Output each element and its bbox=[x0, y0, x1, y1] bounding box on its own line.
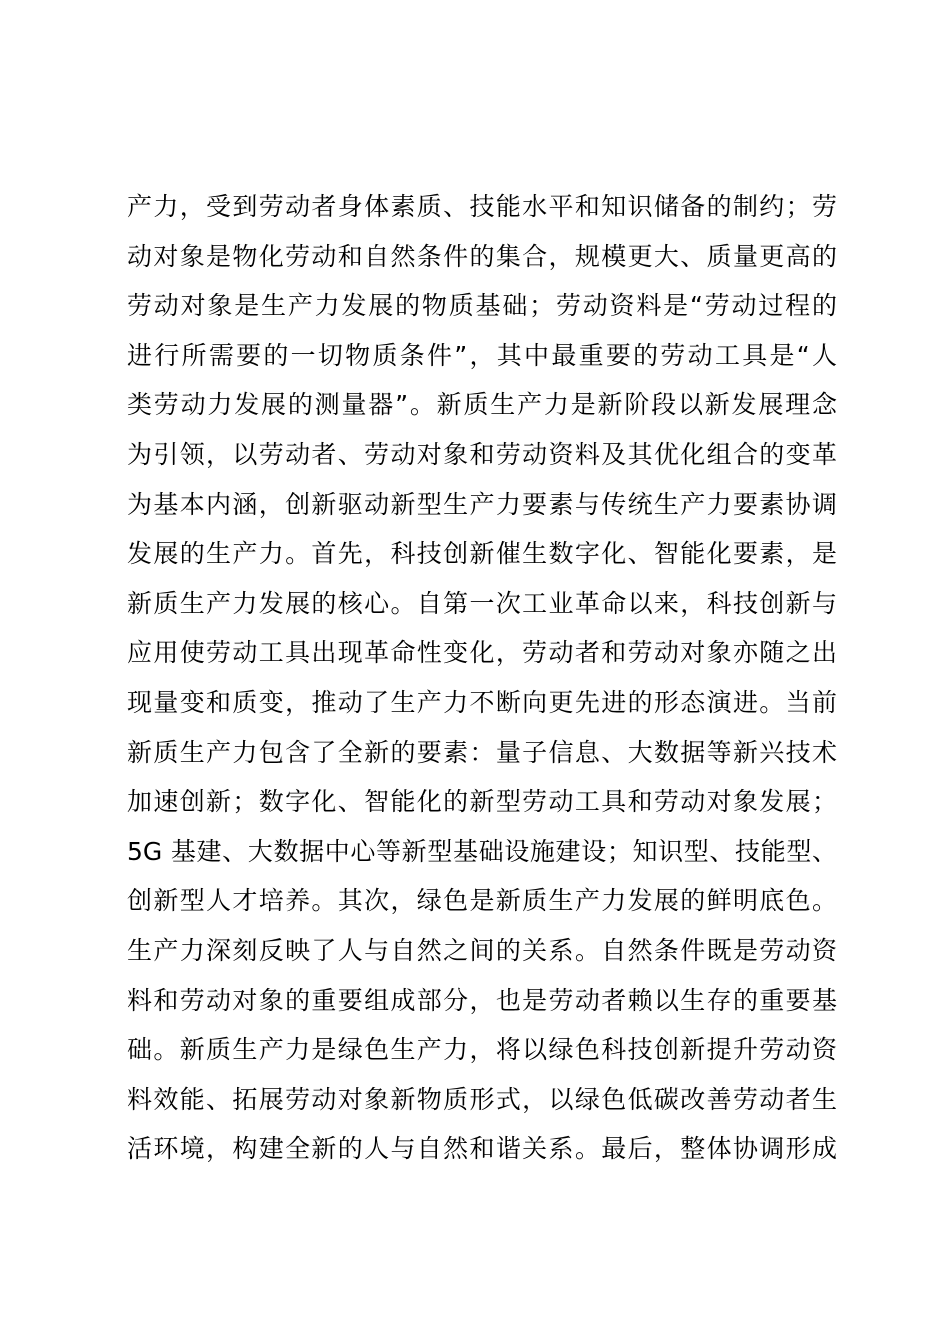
text-line: 创新型人才培养。其次，绿色是新质生产力发展的鲜明底色。 bbox=[127, 886, 837, 916]
text-line: 加速创新；数字化、智能化的新型劳动工具和劳动对象发展； bbox=[127, 787, 837, 817]
text-line: 现量变和质变，推动了生产力不断向更先进的形态演进。当前 bbox=[127, 687, 837, 717]
text-line: 活环境，构建全新的人与自然和谐关系。最后，整体协调形成 bbox=[127, 1134, 837, 1164]
text-line: 为基本内涵，创新驱动新型生产力要素与传统生产力要素协调 bbox=[127, 489, 837, 519]
text-line: 新质生产力包含了全新的要素：量子信息、大数据等新兴技术 bbox=[127, 737, 837, 767]
text-line: 料效能、拓展劳动对象新物质形式，以绿色低碳改善劳动者生 bbox=[127, 1084, 837, 1114]
text-line: 础。新质生产力是绿色生产力，将以绿色科技创新提升劳动资 bbox=[127, 1035, 837, 1065]
body-paragraph bbox=[127, 182, 837, 1174]
text-line: 发展的生产力。首先，科技创新催生数字化、智能化要素，是 bbox=[127, 539, 837, 569]
text-line: 产力，受到劳动者身体素质、技能水平和知识储备的制约；劳 bbox=[127, 192, 837, 221]
text-line: 应用使劳动工具出现革命性变化，劳动者和劳动对象亦随之出 bbox=[127, 638, 837, 668]
text-line: 动对象是物化劳动和自然条件的集合，规模更大、质量更高的 bbox=[127, 241, 837, 271]
text-line: 5G 基建、大数据中心等新型基础设施建设；知识型、技能型、 bbox=[127, 836, 837, 866]
text-line: 料和劳动对象的重要组成部分，也是劳动者赖以生存的重要基 bbox=[127, 985, 837, 1015]
text-line: 生产力深刻反映了人与自然之间的关系。自然条件既是劳动资 bbox=[127, 935, 837, 965]
text-line: 新质生产力发展的核心。自第一次工业革命以来，科技创新与 bbox=[127, 588, 837, 618]
text-line: 类劳动力发展的测量器”。新质生产力是新阶段以新发展理念 bbox=[127, 390, 837, 420]
text-line: 劳动对象是生产力发展的物质基础；劳动资料是“劳动过程的 bbox=[127, 291, 837, 321]
text-line: 为引领，以劳动者、劳动对象和劳动资料及其优化组合的变革 bbox=[127, 439, 837, 469]
text-line: 进行所需要的一切物质条件”，其中最重要的劳动工具是“人 bbox=[127, 340, 837, 370]
